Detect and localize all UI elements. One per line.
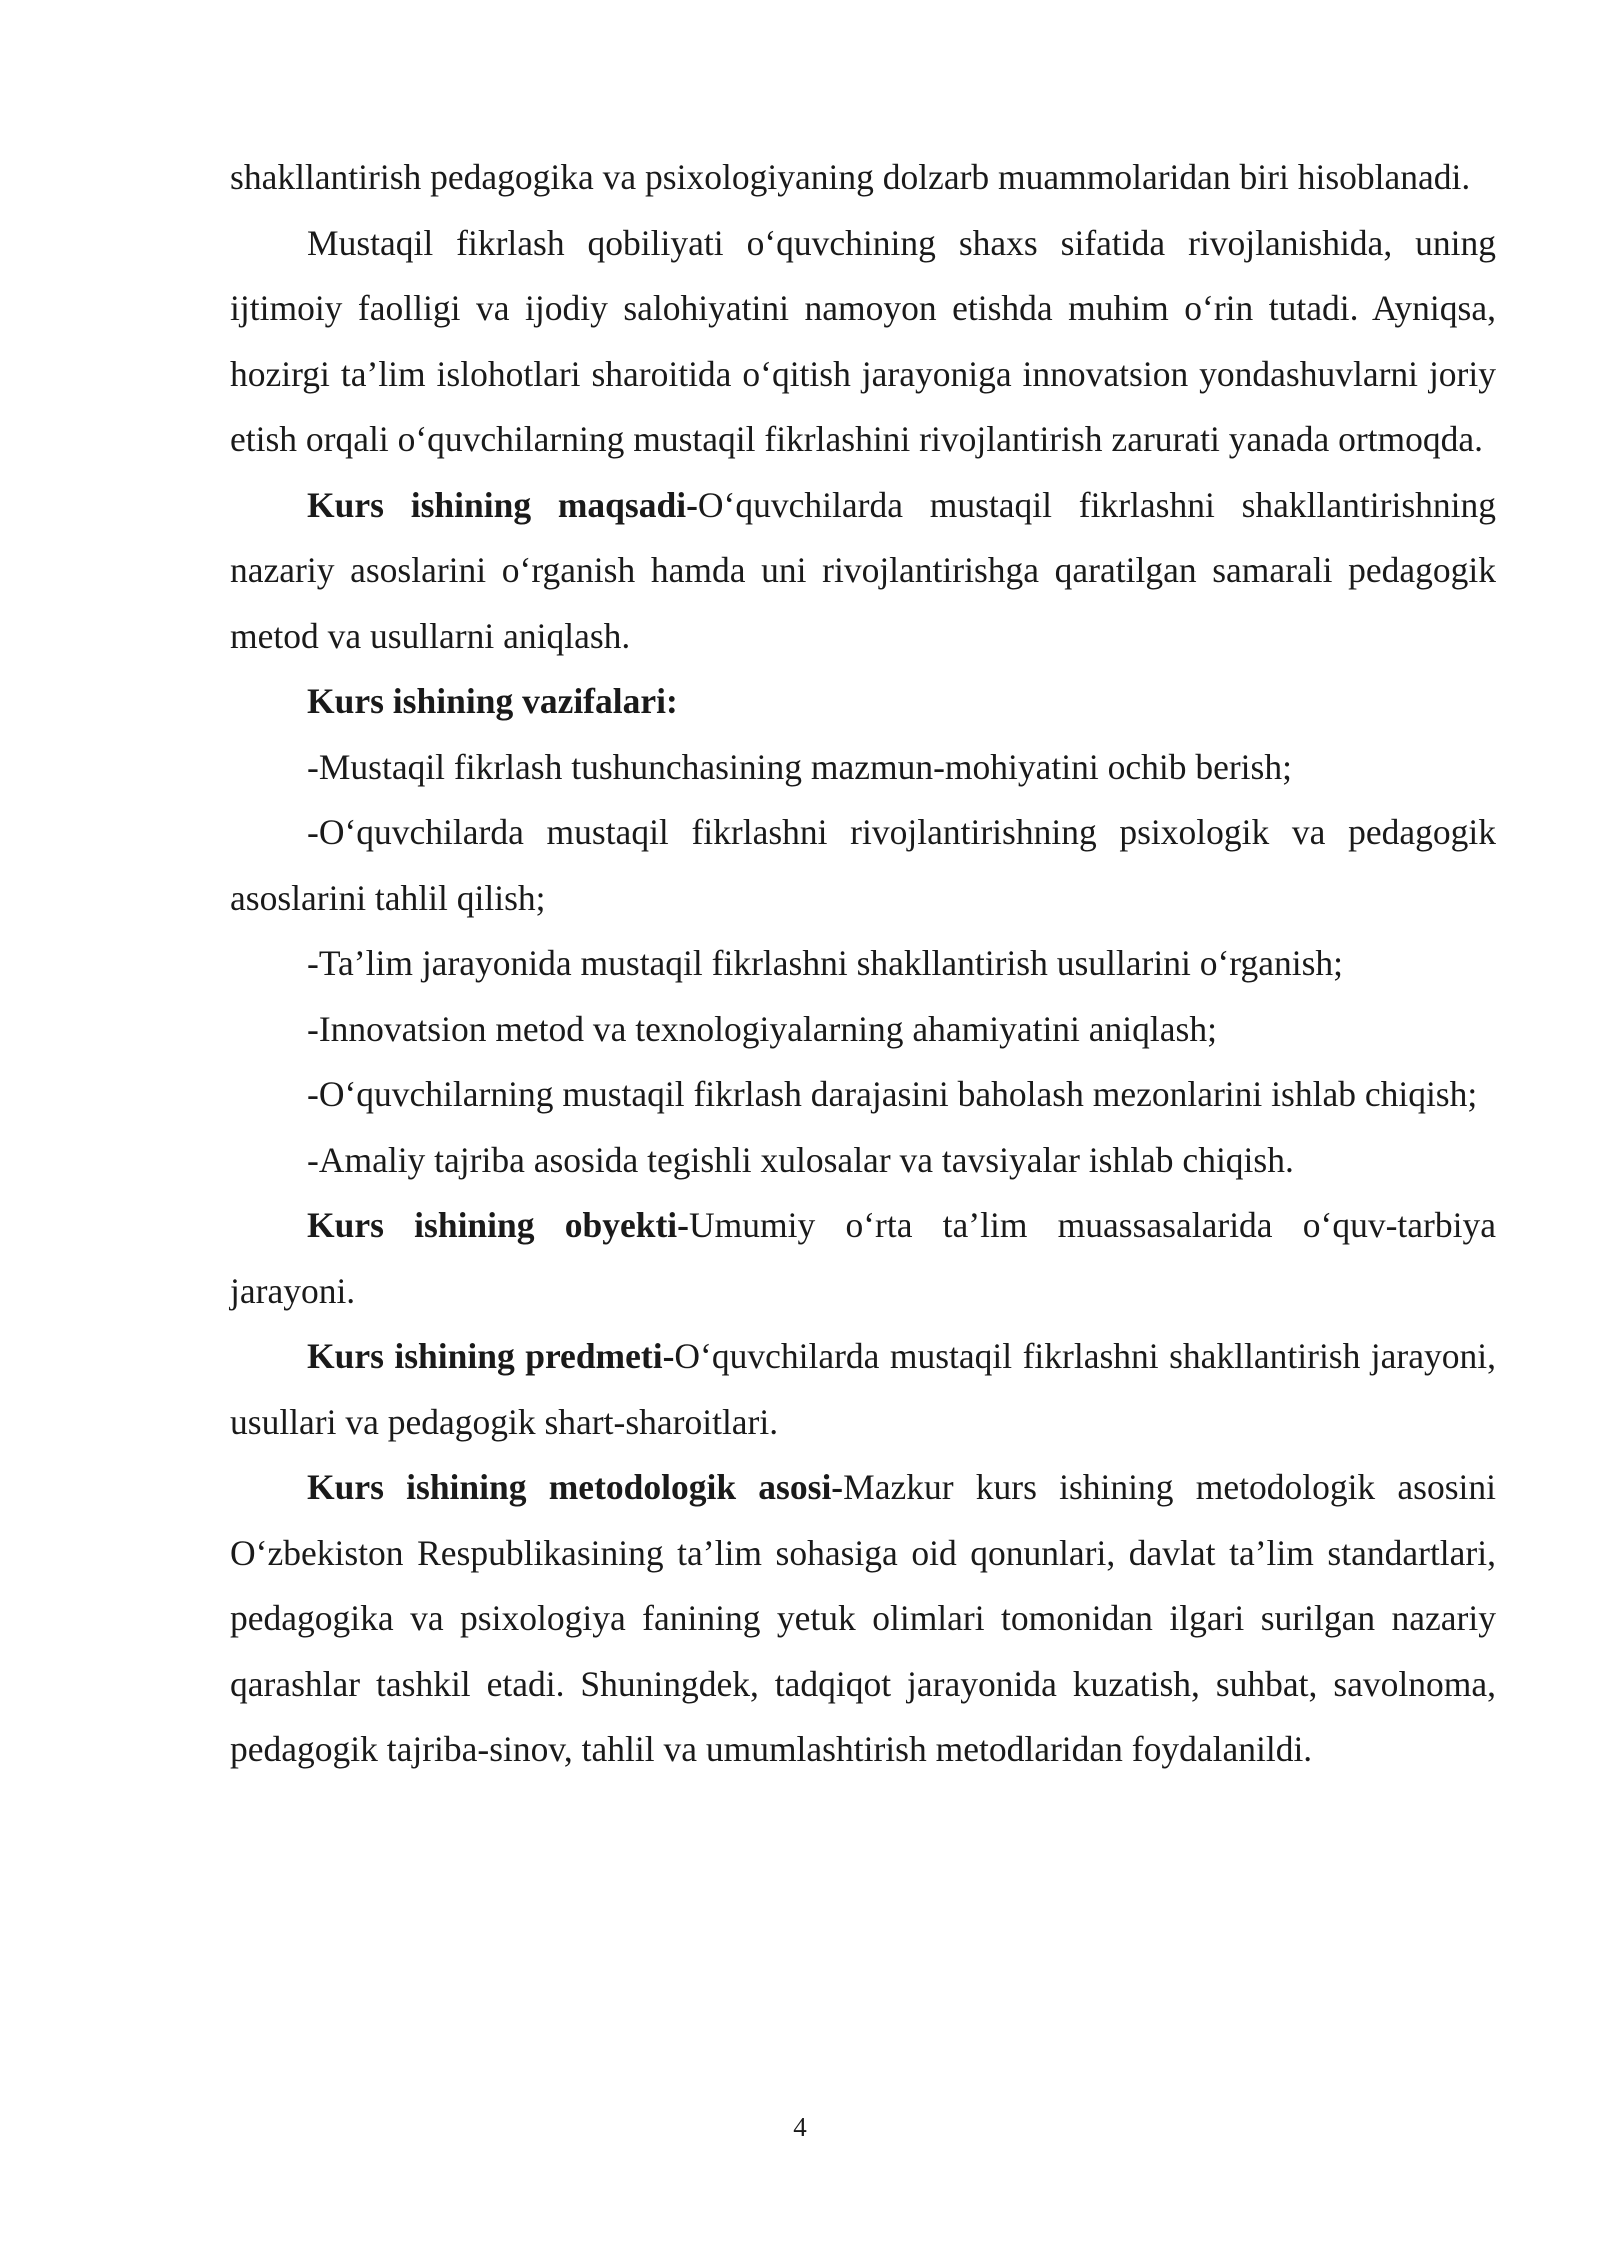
paragraph-text: O‘quvchilarda mustaqil fikrlashni shakllantirish jarayoni, usullari va pedagogik shart-sharoitlari. <box>230 1336 1496 1442</box>
task-item <box>230 1128 1496 1194</box>
paragraph-text: O‘quvchilarda mustaqil fikrlashni shakllantirishning nazariy asoslarini o‘rganish hamda uni rivojlantirishga qaratilgan samarali pedagogik metod va usullarni aniqlash. <box>230 484 1496 656</box>
paragraph-goal <box>230 473 1496 670</box>
paragraph-object <box>230 1193 1496 1324</box>
paragraph-label: Kurs ishining obyekti- <box>307 1205 689 1245</box>
task-text: -Mustaqil fikrlash tushunchasining mazmun-mohiyatini ochib berish; <box>307 746 1292 787</box>
paragraph-label: Kurs ishining predmeti- <box>307 1336 675 1376</box>
task-item <box>230 735 1496 801</box>
paragraph-label: Kurs ishining metodologik asosi- <box>307 1467 844 1507</box>
task-text: -O‘quvchilarda mustaqil fikrlashni rivojlantirishning psixologik va pedagogik asoslarini tahlil qilish; <box>230 812 1496 918</box>
paragraph-text: shakllantirish pedagogika va psixologiyaning dolzarb muammolaridan biri hisoblanadi. <box>230 157 1471 197</box>
page-number: 4 <box>793 2112 807 2142</box>
paragraph-methodology <box>230 1455 1496 1783</box>
paragraph-continuation <box>230 145 1496 211</box>
paragraph-subject <box>230 1324 1496 1455</box>
task-item <box>230 931 1496 997</box>
task-item <box>230 1062 1496 1128</box>
paragraph-tasks-heading <box>230 669 1496 735</box>
paragraph-text: Mustaqil fikrlash qobiliyati o‘quvchining shaxs sifatida rivojlanishida, uning ijtimoiy faolligi va ijodiy salohiyatini namoyon etishda muhim o‘rin tutadi. Ayniqsa, hozirgi ta’lim islohotlari sharoitida o‘qitish jarayoniga innovatsion yondashuvlarni joriy etish orqali o‘quvchilarning mustaqil fikrlashini rivojlantirish zarurati yanada ortmoqda. <box>230 222 1496 459</box>
paragraph-text: Mazkur kurs ishining metodologik asosini O‘zbekiston Respublikasining ta’lim sohasiga oid qonunlari, davlat ta’lim standartlari, pedagogika va psixologiya fanining yetuk olimlari tomonidan ilgari surilgan nazariy qarashlar tashkil etadi. Shuningdek, tadqiqot jarayonida kuzatish, suhbat, savolnoma, pedagogik tajriba-sinov, tahlil va umumlashtirish metodlaridan foydalanildi. <box>230 1467 1497 1769</box>
paragraph-label: Kurs ishining maqsadi- <box>307 484 698 525</box>
paragraph-text: Umumiy o‘rta ta’lim muassasalarida o‘quv-tarbiya jarayoni. <box>230 1205 1496 1311</box>
task-item <box>230 997 1496 1063</box>
task-item <box>230 800 1496 931</box>
task-text: -Ta’lim jarayonida mustaqil fikrlashni shakllantirish usullarini o‘rganish; <box>307 943 1344 983</box>
task-text: -Amaliy tajriba asosida tegishli xulosalar va tavsiyalar ishlab chiqish. <box>307 1139 1294 1180</box>
paragraph-introduction <box>230 211 1496 473</box>
task-text: -Innovatsion metod va texnologiyalarning ahamiyatini aniqlash; <box>307 1008 1217 1049</box>
task-text: -O‘quvchilarning mustaqil fikrlash darajasini baholash mezonlarini ishlab chiqish; <box>307 1074 1478 1114</box>
paragraph-label: Kurs ishining vazifalari: <box>307 681 678 721</box>
document-page <box>230 145 1496 1783</box>
